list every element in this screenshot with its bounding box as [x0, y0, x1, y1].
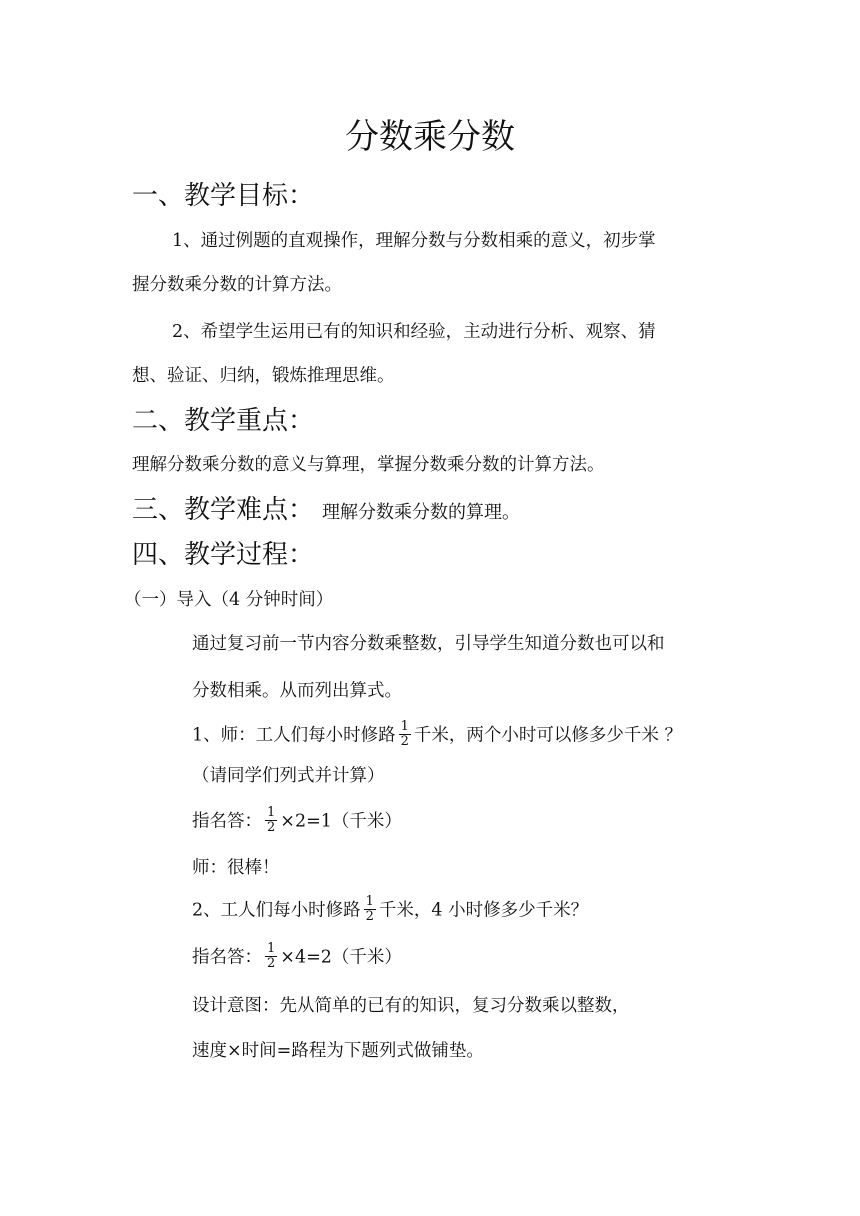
design-intent-line-1: 设计意图：先从简单的已有的知识，复习分数乘以整数，: [192, 996, 630, 1016]
fraction-one-half: [265, 942, 277, 970]
teacher-praise: 师：很棒！: [192, 858, 280, 878]
question-1-suffix: 千米，两个小时可以修多少千米 ？: [413, 725, 682, 746]
subsection-intro-heading: （一）导入（4 分钟时间）: [124, 590, 334, 610]
difficulties-heading-label: 三、教学难点：: [132, 495, 315, 525]
document-title: 分数乘分数: [345, 117, 515, 157]
fraction-one-half: [399, 720, 411, 748]
intro-line-2: 分数相乘。从而列出算式。: [192, 681, 402, 701]
fraction-denominator: 2: [267, 819, 276, 835]
fraction-denominator: 2: [365, 908, 374, 924]
answer-2-prefix: 指名答：: [192, 947, 262, 968]
section-heading-key-points: 二、教学重点：: [132, 406, 315, 436]
difficulties-text: 理解分数乘分数的算理。: [322, 502, 521, 523]
fraction-denominator: 2: [267, 955, 276, 971]
section-heading-process: 四、教学过程：: [132, 540, 315, 570]
answer-2: [192, 941, 402, 972]
fraction-denominator: 2: [400, 733, 409, 749]
fraction-numerator: 1: [365, 894, 374, 909]
answer-1-prefix: 指名答：: [192, 811, 262, 832]
objective-2-line-2: 想、验证、归纳，锻炼推理思维。: [132, 366, 395, 386]
question-1-prefix: 1、师：工人们每小时修路: [192, 725, 396, 746]
question-2: [192, 894, 589, 925]
fraction-one-half: [364, 895, 376, 923]
question-2-prefix: 2、工人们每小时修路: [192, 900, 361, 921]
fraction-one-half: [265, 806, 277, 834]
question-1-note: （请同学们列式并计算）: [192, 766, 385, 786]
fraction-numerator: 1: [267, 941, 276, 956]
key-points-text: 理解分数乘分数的意义与算理，掌握分数乘分数的计算方法。: [132, 455, 605, 475]
answer-2-suffix: ×4=2（千米）: [280, 947, 402, 968]
section-heading-difficulties: [132, 497, 520, 523]
objective-2-line-1: 2、希望学生运用已有的知识和经验，主动进行分析、观察、猜: [172, 322, 656, 342]
answer-1-suffix: ×2=1（千米）: [280, 811, 402, 832]
section-heading-objectives: 一、教学目标：: [132, 181, 315, 211]
fraction-numerator: 1: [267, 805, 276, 820]
fraction-numerator: 1: [400, 719, 409, 734]
design-intent-line-2: 速度×时间=路程为下题列式做铺垫。: [192, 1041, 484, 1061]
objective-1-line-1: 1、通过例题的直观操作，理解分数与分数相乘的意义，初步掌: [172, 231, 656, 251]
intro-line-1: 通过复习前一节内容分数乘整数，引导学生知道分数也可以和: [192, 634, 665, 654]
question-2-suffix: 千米，4 小时修多少千米？: [378, 900, 589, 921]
objective-1-line-2: 握分数乘分数的计算方法。: [132, 275, 342, 295]
answer-1: [192, 805, 402, 836]
question-1: [192, 719, 682, 750]
